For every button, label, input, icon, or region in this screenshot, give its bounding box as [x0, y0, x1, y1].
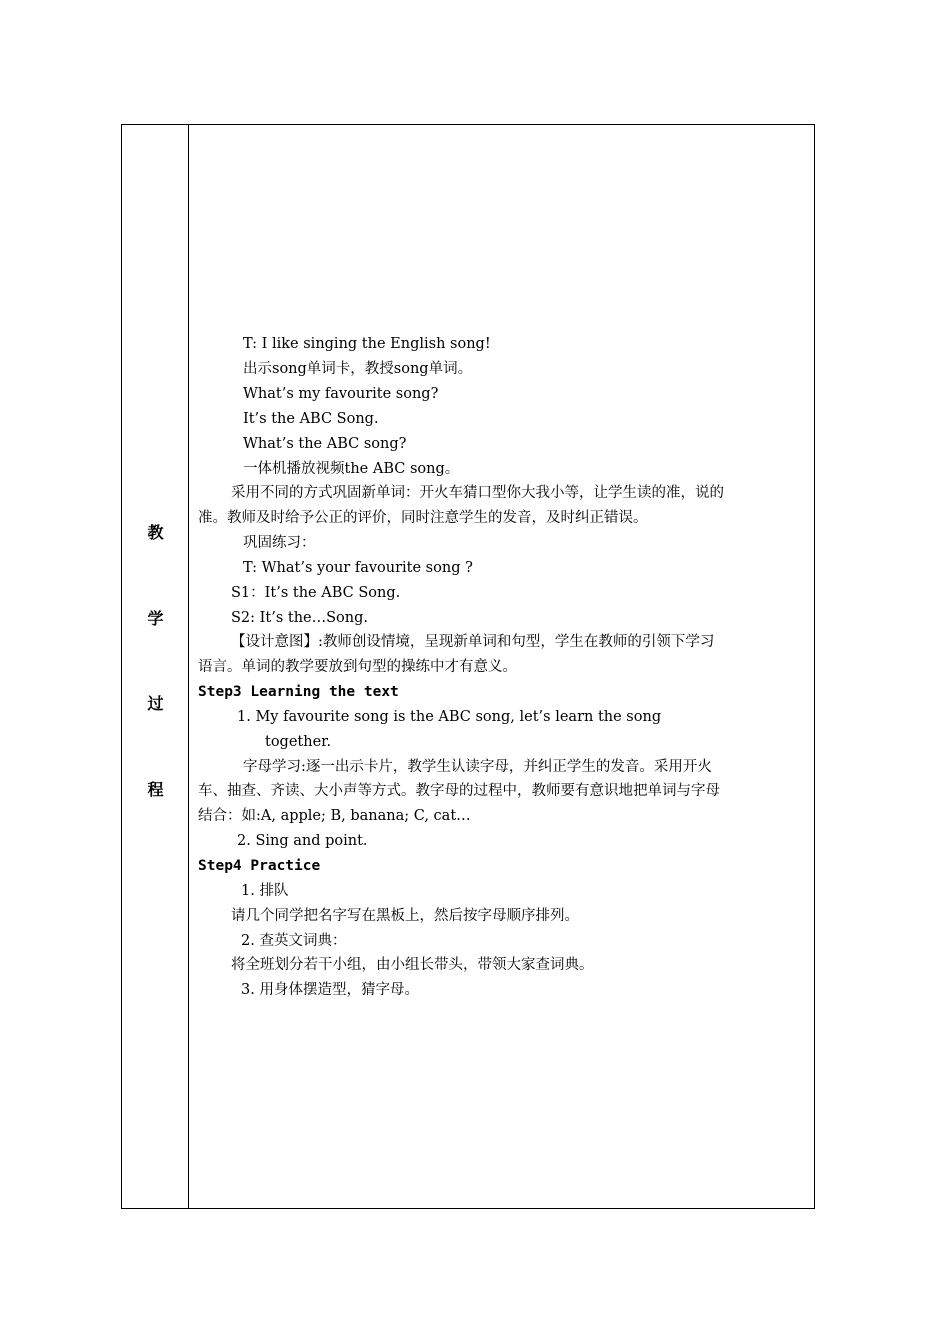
content-line: 1. 排队: [241, 883, 289, 899]
section-label-char: 教: [147, 523, 164, 542]
content-line: 1. My favourite song is the ABC song, let’s learn the song: [237, 709, 662, 725]
lesson-plan-table: [121, 124, 815, 1209]
content-line: 【设计意图】:教师创设情境，呈现新单词和句型，学生在教师的引领下学习: [231, 634, 715, 650]
content-line: 请几个同学把名字写在黑板上，然后按字母顺序排列。: [231, 908, 579, 924]
content-line: What’s the ABC song?: [243, 436, 407, 452]
content-line: 出示song单词卡，教授song单词。: [243, 361, 473, 377]
content-line: 字母学习:逐一出示卡片，教学生认读字母，并纠正学生的发音。采用开火: [243, 759, 712, 775]
content-line: 3. 用身体摆造型，猜字母。: [241, 982, 419, 998]
content-line: 采用不同的方式巩固新单词：开火车猜口型你大我小等，让学生读的准，说的: [231, 485, 724, 501]
content-line: 语言。单词的教学要放到句型的操练中才有意义。: [198, 659, 517, 675]
section-label-char: 程: [147, 780, 164, 799]
section-label-char: 过: [147, 694, 164, 713]
content-line: T: What’s your favourite song ?: [243, 560, 473, 576]
content-line: 准。教师及时给予公正的评价，同时注意学生的发音，及时纠正错误。: [198, 510, 648, 526]
content-line: It’s the ABC Song.: [243, 411, 379, 427]
content-line: together.: [265, 734, 332, 750]
content-line: What’s my favourite song?: [243, 386, 439, 402]
content-line: 2. 查英文词典：: [241, 933, 347, 949]
content-line: 将全班划分若干小组，由小组长带头，带领大家查词典。: [231, 957, 594, 973]
content-line: T: I like singing the English song!: [243, 336, 491, 352]
content-line: 2. Sing and point.: [237, 833, 368, 849]
content-line: 车、抽查、齐读、大小声等方式。教字母的过程中，教师要有意识地把单词与字母: [198, 783, 720, 799]
step4-heading: Step4 Practice: [198, 858, 321, 874]
content-line: 巩固练习：: [243, 535, 316, 551]
content-line: S1：It’s the ABC Song.: [231, 585, 401, 601]
section-label-char: 学: [147, 609, 164, 628]
step3-heading: Step3 Learning the text: [198, 684, 399, 700]
content-line: 结合：如:A, apple; B, banana; C, cat…: [198, 808, 471, 824]
content-line: 一体机播放视频the ABC song。: [243, 461, 460, 477]
teaching-process-content: [189, 125, 814, 1208]
section-label-cell: [122, 125, 189, 1208]
content-line: S2: It’s the…Song.: [231, 610, 369, 626]
